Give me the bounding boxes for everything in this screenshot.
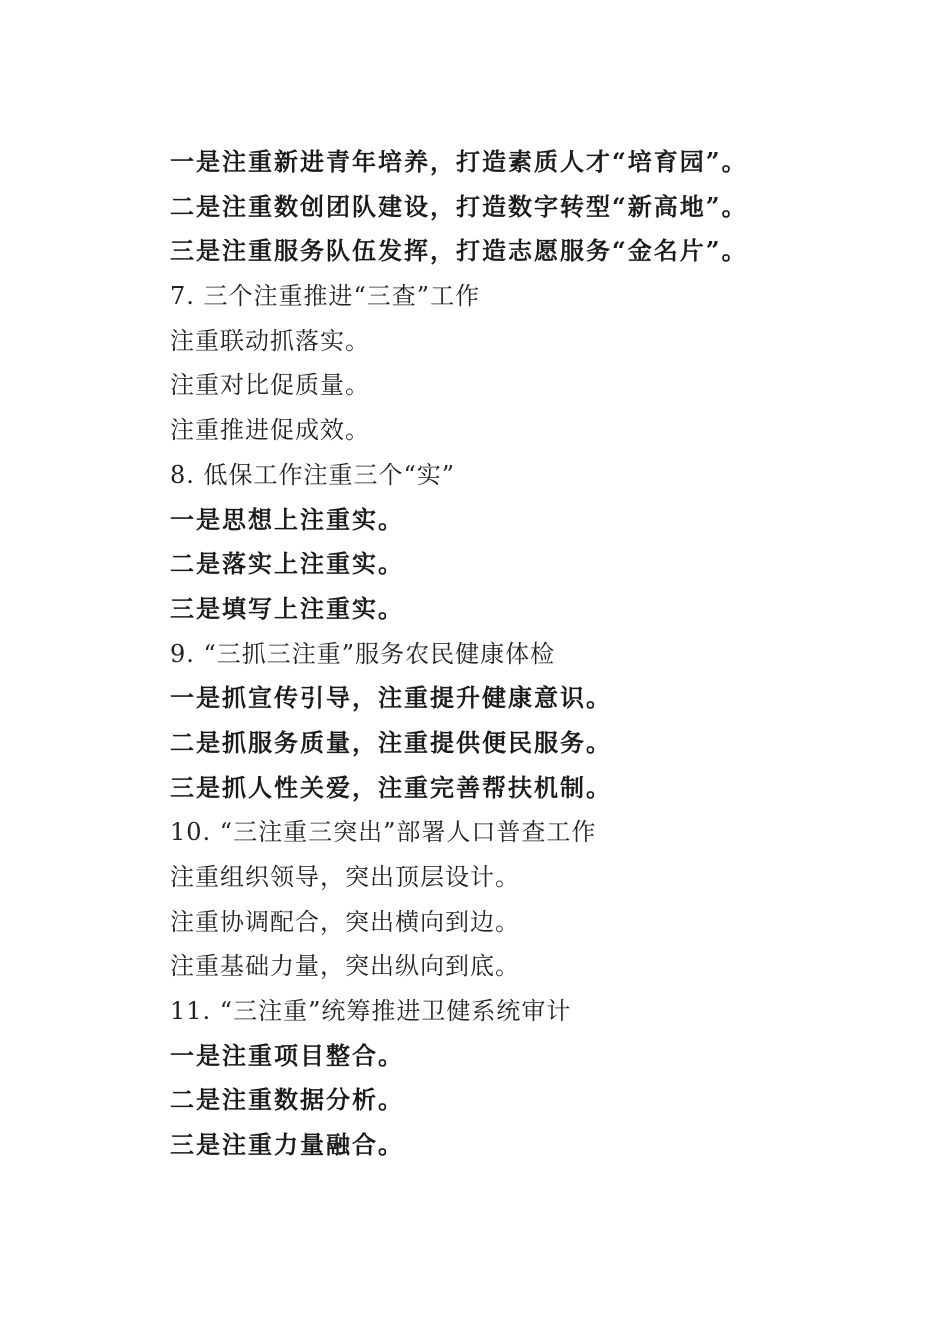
section-heading-7: 7. 三个注重推进“三查”工作 [170, 282, 481, 311]
section-heading-10: 10. “三注重三突出”部署人口普查工作 [170, 818, 597, 847]
text-line-13: 一是抓宣传引导，注重提升健康意识。 [170, 683, 612, 713]
text-line-17: 注重组织领导，突出顶层设计。 [170, 863, 520, 891]
text-line-1: 一是注重新进青年培养，打造素质人才“培育园”。 [170, 147, 748, 176]
text-line-23: 三是注重力量融合。 [170, 1130, 404, 1160]
text-line-9: 一是思想上注重实。 [170, 504, 404, 534]
section-heading-11: 11. “三注重”统筹推进卫健系统审计 [170, 997, 572, 1026]
text-line-11: 三是填写上注重实。 [170, 593, 404, 623]
document-content [170, 140, 790, 1168]
text-line-15: 三是抓人性关爱，注重完善帮扶机制。 [170, 772, 612, 802]
text-line-2: 二是注重数创团队建设，打造数字转型“新高地”。 [170, 191, 748, 221]
text-line-22: 二是注重数据分析。 [170, 1085, 404, 1115]
text-line-10: 二是落实上注重实。 [170, 549, 404, 579]
text-line-5: 注重联动抓落实。 [170, 326, 370, 355]
section-heading-9: 9. “三抓三注重”服务农民健康体检 [170, 639, 556, 668]
text-line-3: 三是注重服务队伍发挥，打造志愿服务“金名片”。 [170, 236, 748, 266]
text-line-18: 注重协调配合，突出横向到边。 [170, 907, 520, 936]
text-line-19: 注重基础力量，突出纵向到底。 [170, 952, 520, 981]
text-line-21: 一是注重项目整合。 [170, 1040, 404, 1070]
text-line-7: 注重推进促成效。 [170, 416, 370, 445]
text-line-6: 注重对比促质量。 [170, 371, 370, 400]
section-heading-8: 8. 低保工作注重三个“实” [170, 460, 456, 489]
text-line-14: 二是抓服务质量，注重提供便民服务。 [170, 727, 612, 757]
